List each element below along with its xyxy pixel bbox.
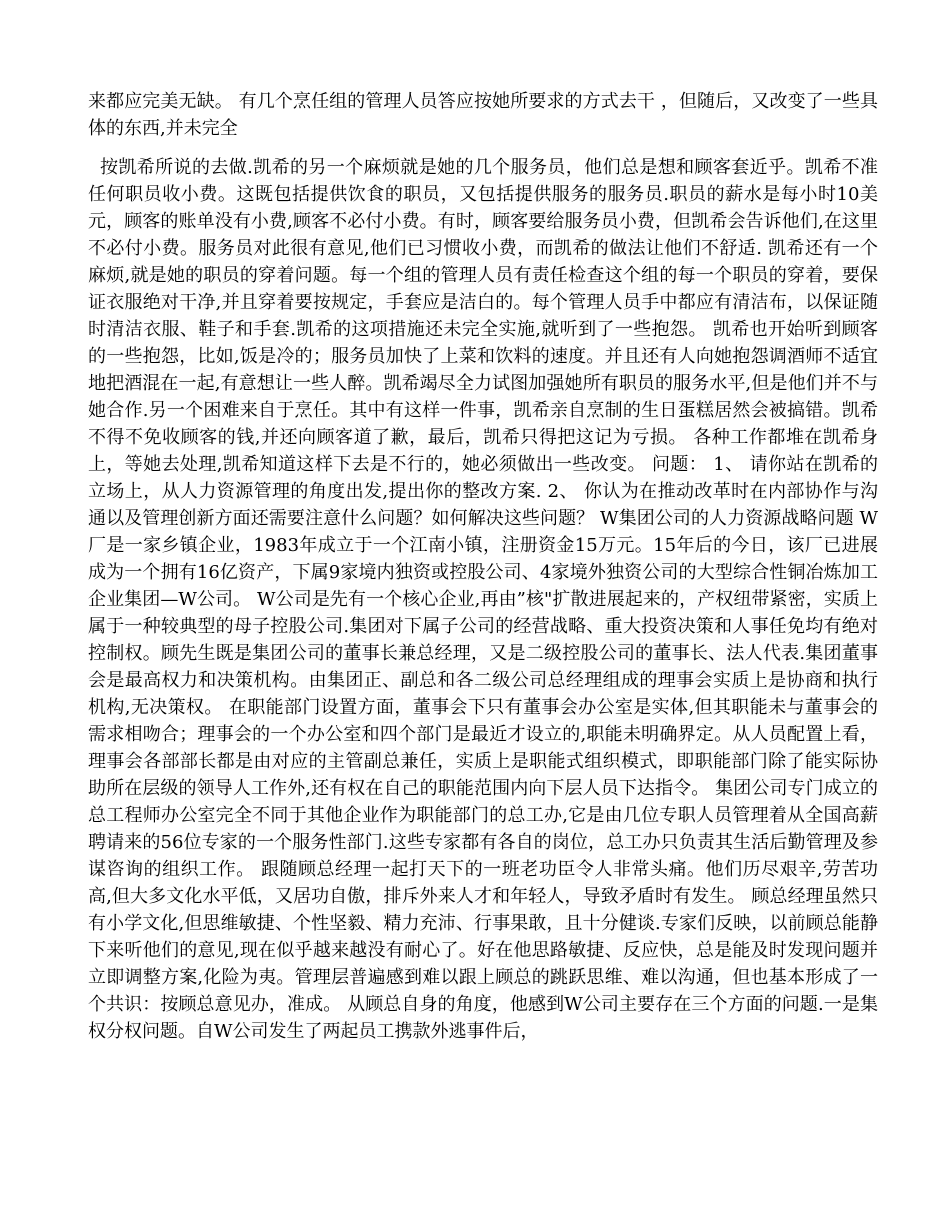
- paragraph-2: 按凯希所说的去做.凯希的另一个麻烦就是她的几个服务员，他们总是想和顾客套近乎。凯希不准任何职员收小费。这既包括提供饮食的职员，又包括提供服务的服务员.职员的薪水是每小时10美元，顾客的账单没有小费,顾客不必付小费。有时，顾客要给服务员小费，但凯希会告诉他们,在这里不必付小费。服务员对此很有意见,他们已习惯收小费，而凯希的做法让他们不舒适. 凯希还有一个麻烦,就是她的职员的穿着问题。每一个组的管理人员有责任检查这个组的每一个职员的穿着，要保证衣服绝对干净,并且穿着要按规定，手套应是洁白的。每个管理人员手中都应有清洁布，以保证随时清洁衣服、鞋子和手套.凯希的这项措施还未完全实施,就听到了一些抱怨。 凯希也开始听到顾客的一些抱怨，比如,饭是冷的；服务员加快了上菜和饮料的速度。并且还有人向她抱怨调酒师不适宜地把酒混在一起,有意想让一些人醉。凯希竭尽全力试图加强她所有职员的服务水平,但是他们并不与她合作.另一个困难来自于烹任。其中有这样一件事，凯希亲自烹制的生日蛋糕居然会被搞错。凯希不得不免收顾客的钱,并还向顾客道了歉，最后，凯希只得把这记为亏损。 各种工作都堆在凯希身上，等她去处理,凯希知道这样下去是不行的，她必须做出一些改变。 问题： 1、 请你站在凯希的立场上，从人力资源管理的角度出发,提出你的整改方案. 2、 你认为在推动改革时在内部协作与沟通以及管理创新方面还需要注意什么问题？如何解决这些问题？ W集团公司的人力资源战略问题 W厂是一家乡镇企业，1983年成立于一个江南小镇，注册资金15万元。15年后的今日，该厂已进展成为一个拥有16亿资产，下属9家境内独资或控股公司、4家境外独资公司的大型综合性铜冶炼加工企业集团—W公司。 W公司是先有一个核心企业,再由”核"扩散进展起来的，产权纽带紧密，实质上属于一种较典型的母子控股公司.集团对下属子公司的经营战略、重大投资决策和人事任免均有绝对控制权。顾先生既是集团公司的董事长兼总经理，又是二级控股公司的董事长、法人代表.集团董事会是最高权力和决策机构。由集团正、副总和各二级公司总经理组成的理事会实质上是协商和执行机构,无决策权。 在职能部门设置方面，董事会下只有董事会办公室是实体,但其职能未与董事会的需求相吻合；理事会的一个办公室和四个部门是最近才设立的,职能未明确界定。从人员配置上看，理事会各部部长都是由对应的主管副总兼任，实质上是职能式组织模式，即职能部门除了能实际协助所在层级的领导人工作外,还有权在自己的职能范围内向下层人员下达指令。 集团公司专门成立的总工程师办公室完全不同于其他企业作为职能部门的总工办,它是由几位专职人员管理着从全国高薪聘请来的56位专家的一个服务性部门.这些专家都有各自的岗位，总工办只负责其生活后勤管理及参谋咨询的组织工作。 跟随顾总经理一起打天下的一班老功臣令人非常头痛。他们历尽艰辛,劳苦功高,但大多文化水平低，又居功自傲，排斥外来人才和年轻人，导致矛盾时有发生。 顾总经理虽然只有小学文化,但思维敏捷、个性坚毅、精力充沛、行事果敢，且十分健谈.专家们反映，以前顾总能静下来听他们的意见,现在似乎越来越没有耐心了。好在他思路敏捷、反应快，总是能及时发现问题并立即调整方案,化险为夷。管理层普遍感到难以跟上顾总的跳跃思维、难以沟通，但也基本形成了一个共识：按顾总意见办，准成。 从顾总自身的角度，他感到W公司主要存在三个方面的问题.一是集权分权问题。自W公司发生了两起员工携款外逃事件后，: [88, 157, 878, 1042]
- paragraph-1: 来都应完美无缺。 有几个烹任组的管理人员答应按她所要求的方式去干 ，但随后，又改变了一些具体的东西,并未完全: [88, 91, 878, 139]
